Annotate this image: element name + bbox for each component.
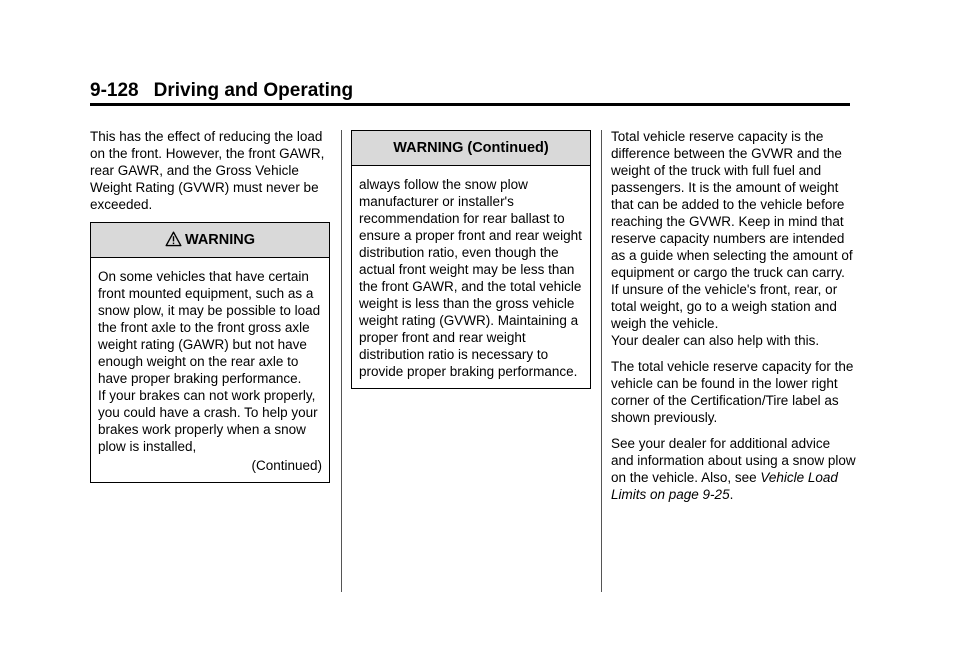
warning-box-continued (351, 130, 591, 389)
warning-body (91, 258, 329, 482)
column-divider (601, 130, 602, 592)
page-title (90, 80, 850, 102)
left-column (90, 128, 330, 483)
warning-text: If your brakes can not work properly, you could have a crash. To help your brakes work properly when a snow plow is installed, (98, 388, 318, 454)
intro-paragraph: This has the effect of reducing the load on the front. However, the front GAWR, rear GAWR, and the Gross Vehicle Weight Rating (GVWR) must never be exceeded. (90, 129, 325, 212)
right-column (611, 128, 856, 512)
body-paragraph (611, 435, 856, 503)
warning-box (90, 222, 330, 483)
body-text: See your dealer for additional advice and information about using a snow plow on the vehicle. Also, see (611, 436, 856, 485)
warning-text: always follow the snow plow manufacturer or installer's recommendation for rear ballast to ensure a proper front and rear weight distribution ratio, even though the actual front weight may be less than the front GAWR, and the total vehicle weight is less than the gross vehicle weight rating (GVWR). Maintaining a proper front and rear weight distribution ratio is necessary to provide proper braking performance. (359, 177, 582, 379)
body-paragraph: The total vehicle reserve capacity for the vehicle can be found in the lower right corner of the Certification/Tire label as shown previously. (611, 359, 854, 425)
warning-title: WARNING (184, 232, 256, 248)
header-rule (90, 103, 850, 106)
continued-label: (Continued) (251, 458, 322, 473)
warning-header (91, 223, 329, 258)
section-title: Driving and Operating (153, 80, 354, 101)
column-divider (341, 130, 342, 592)
body-text: . (729, 487, 734, 502)
warning-text: On some vehicles that have certain front mounted equipment, such as a snow plow, it may be possible to load the front axle to the front gross axle weight rating (GAWR) but not have enough weight on the rear axle to have proper braking performance. (98, 269, 321, 386)
middle-column (351, 130, 591, 389)
cross-reference-link[interactable]: Vehicle Load Limits on page 9-25 (611, 470, 838, 502)
page-header (90, 80, 850, 102)
warning-body (352, 166, 590, 388)
body-paragraph: Total vehicle reserve capacity is the difference between the GVWR and the weight of the truck with full fuel and passengers. It is the amount of weight that can be added to the vehicle before reaching the GVWR. Keep in mind that reserve capacity numbers are intended as a guide when selecting the amount of equipment or cargo the truck can carry. If unsure of the vehicle's front, rear, or total weight, go to a weigh station and weigh the vehicle. (611, 129, 853, 331)
warning-header: WARNING (Continued) (352, 131, 590, 166)
warning-triangle-icon (165, 226, 182, 260)
page-number: 9-128 (90, 80, 139, 101)
body-paragraph: Your dealer can also help with this. (611, 333, 820, 348)
